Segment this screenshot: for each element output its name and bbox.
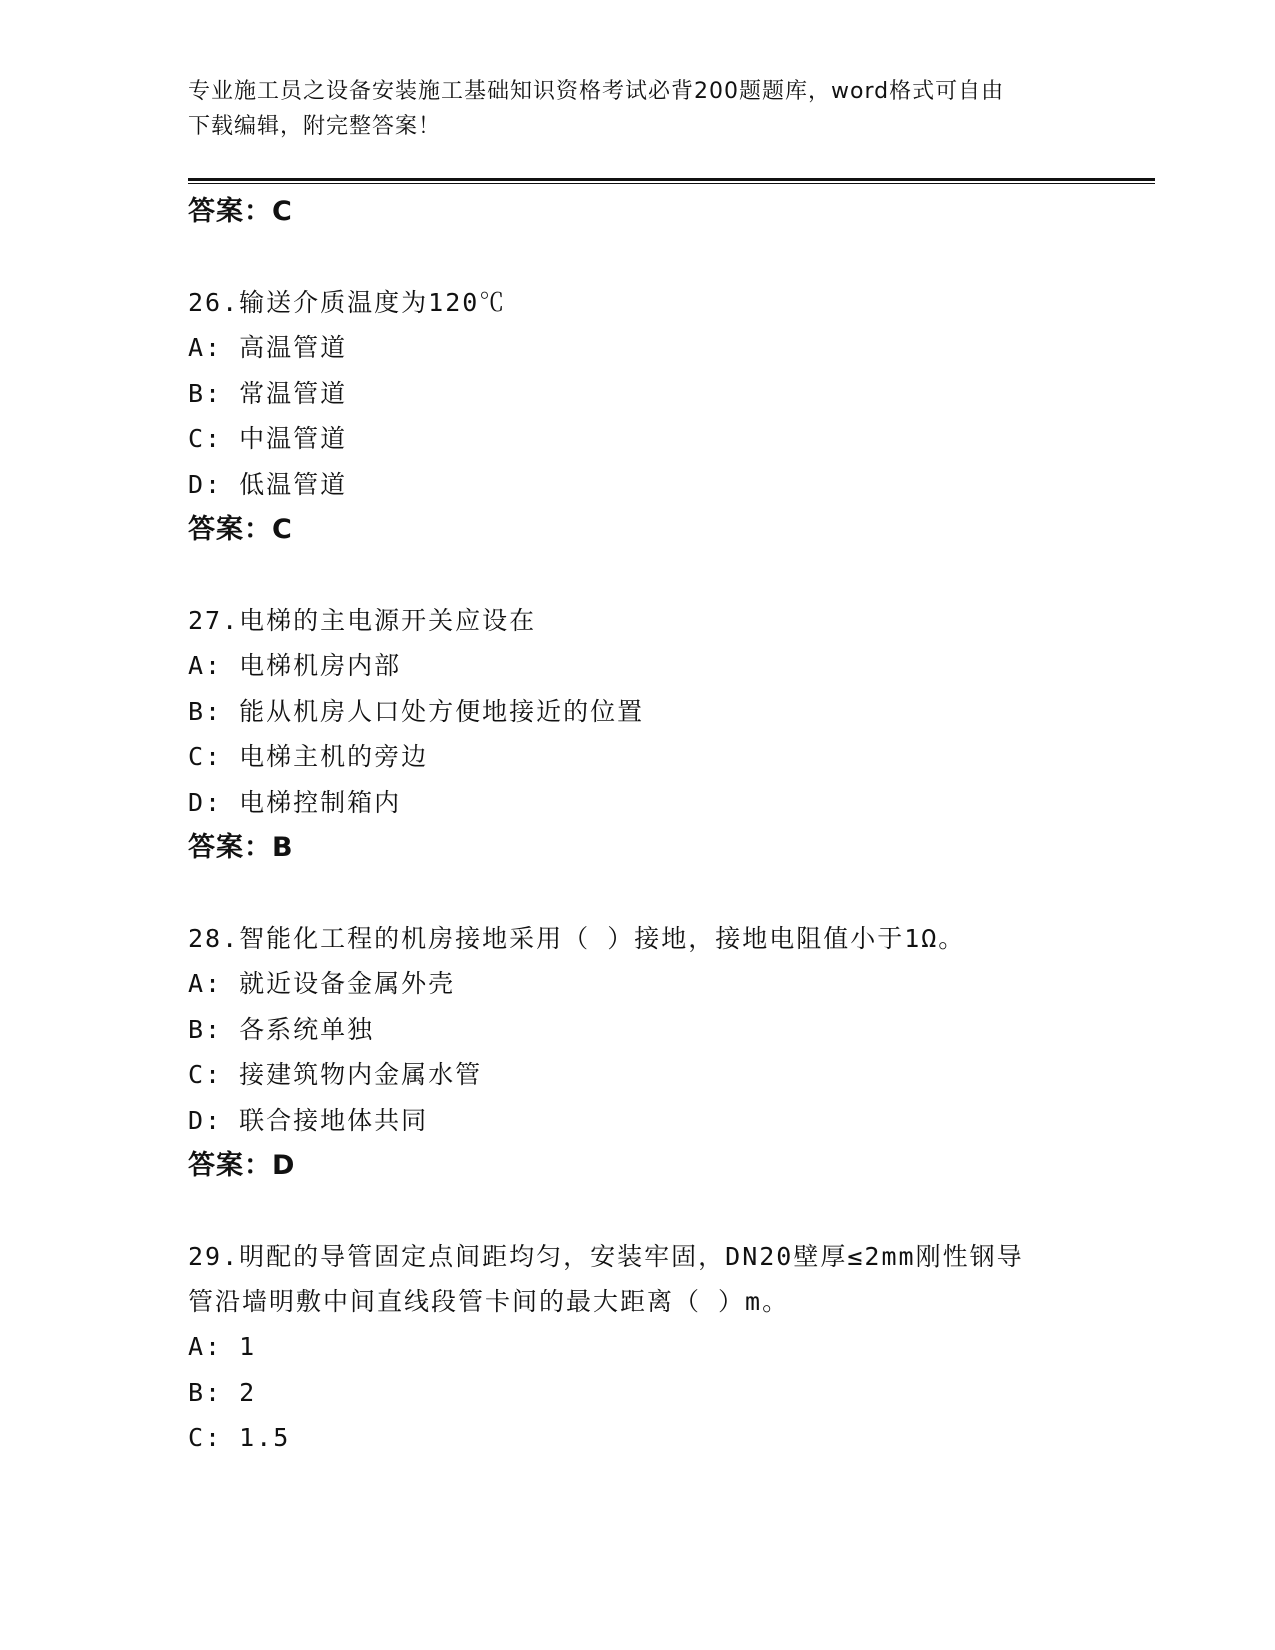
question-block-26 <box>188 280 1088 553</box>
option-c: C: 电梯主机的旁边 <box>188 742 429 771</box>
spacer <box>188 871 1088 916</box>
question-block-27 <box>188 598 1088 871</box>
option-c: C: 接建筑物内金属水管 <box>188 1060 483 1089</box>
question-stem: 28.智能化工程的机房接地采用（ ）接地，接地电阻值小于1Ω。 <box>188 924 966 953</box>
option-d: D: 电梯控制箱内 <box>188 787 402 817</box>
option-d: D: 低温管道 <box>188 469 348 499</box>
question-block-28 <box>188 916 1088 1189</box>
question-stem: 27.电梯的主电源开关应设在 <box>188 606 537 635</box>
previous-answer: 答案：C <box>188 196 293 227</box>
answer-label: 答案：D <box>188 1150 296 1181</box>
option-a: A: 电梯机房内部 <box>188 651 402 680</box>
option-b: B: 能从机房人口处方便地接近的位置 <box>188 696 645 726</box>
option-c: C: 1.5 <box>188 1423 291 1452</box>
spacer <box>188 1189 1088 1234</box>
question-block-29 <box>188 1234 1088 1461</box>
header-intro-line-2: 下载编辑，附完整答案！ <box>188 114 442 139</box>
option-b: B: 常温管道 <box>188 378 348 408</box>
option-b: B: 各系统单独 <box>188 1014 375 1044</box>
answer-label: 答案：C <box>188 514 293 545</box>
question-stem-line-1: 29.明配的导管固定点间距均匀，安装牢固，DN20壁厚≤2mm刚性钢导 <box>188 1242 1024 1271</box>
question-stem: 26.输送介质温度为120℃ <box>188 288 507 317</box>
option-a: A: 高温管道 <box>188 333 348 362</box>
header-divider-thin <box>188 183 1155 184</box>
answer-label: 答案：B <box>188 832 294 863</box>
option-c: C: 中温管道 <box>188 424 348 453</box>
question-list <box>188 189 1088 1461</box>
document-header <box>188 74 1088 144</box>
question-stem-line-2: 管沿墙明敷中间直线段管卡间的最大距离（ ）m。 <box>188 1287 790 1316</box>
header-divider-thick <box>188 178 1155 181</box>
spacer <box>188 553 1088 598</box>
option-a: A: 就近设备金属外壳 <box>188 969 456 998</box>
spacer <box>188 235 1088 280</box>
option-b: B: 2 <box>188 1377 257 1407</box>
option-a: A: 1 <box>188 1332 257 1361</box>
option-d: D: 联合接地体共同 <box>188 1105 429 1135</box>
header-intro-line-1: 专业施工员之设备安装施工基础知识资格考试必背200题题库，word格式可自由 <box>188 79 1005 104</box>
